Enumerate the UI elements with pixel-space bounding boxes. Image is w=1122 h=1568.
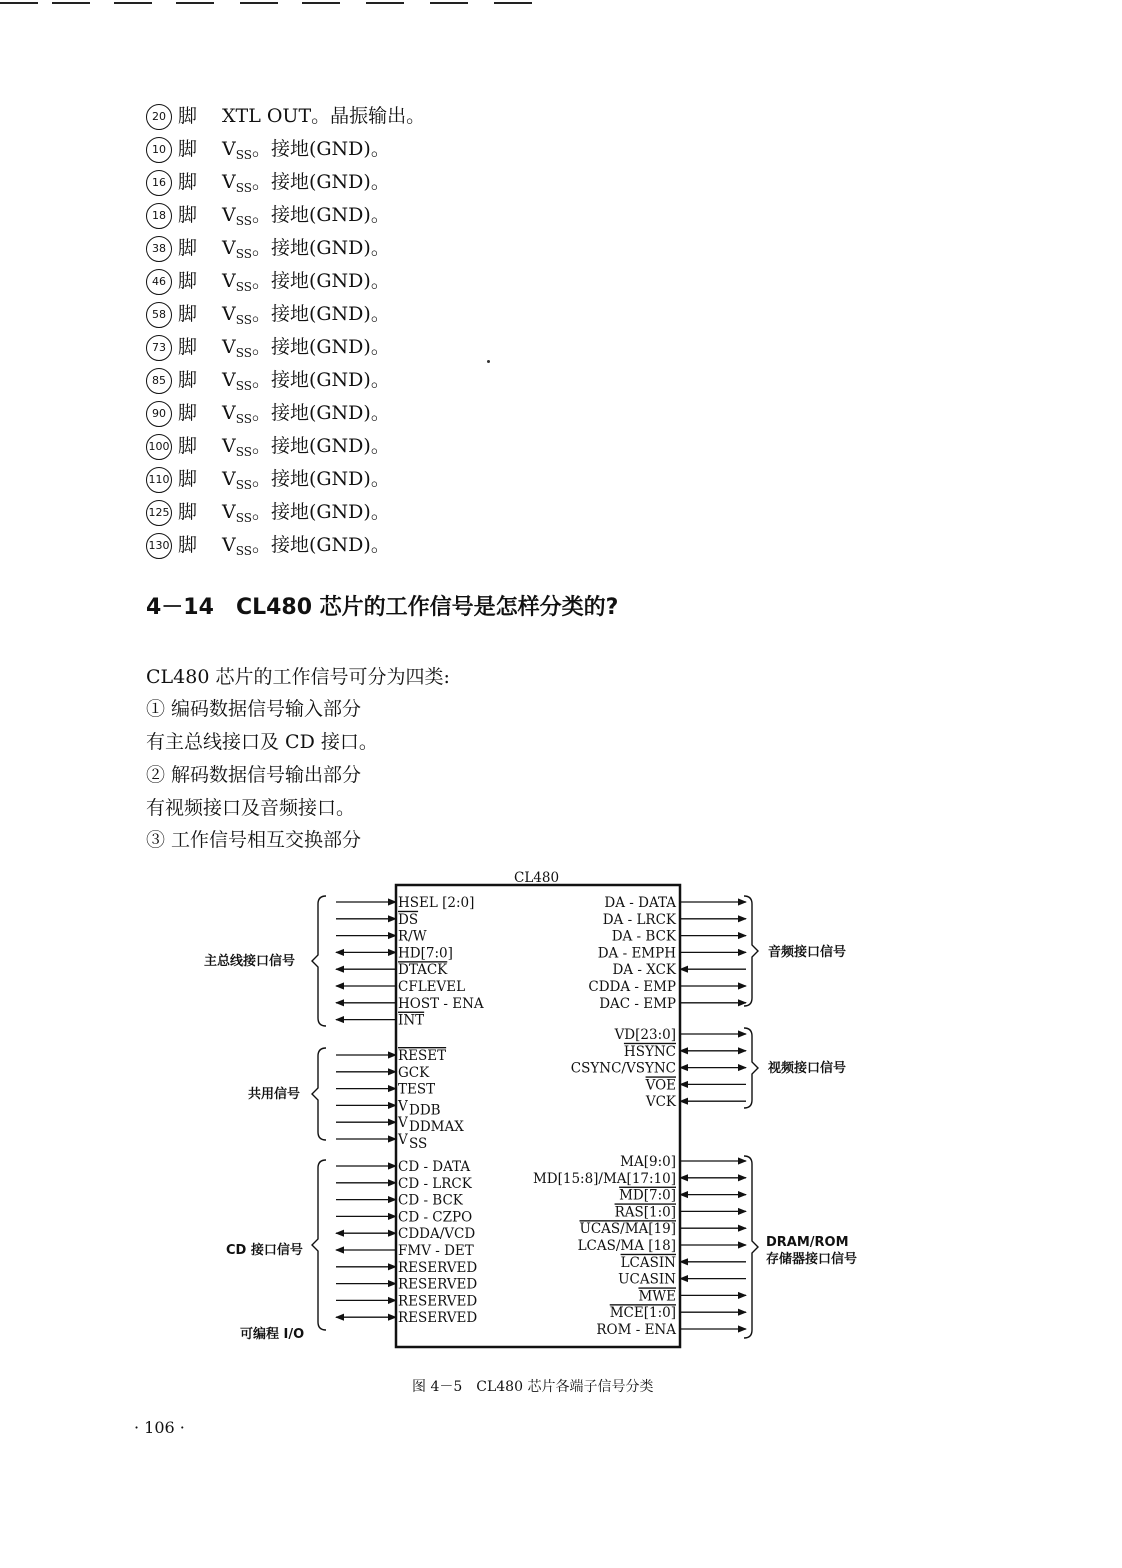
pin-label: 脚 — [178, 534, 198, 556]
section-heading: CL480 芯片的工作信号是怎样分类的? — [235, 595, 619, 620]
left-pin-label: GCK — [398, 1064, 430, 1081]
cl480-pin-diagram — [190, 868, 910, 1368]
pin-signal-subscript: SS — [235, 148, 252, 162]
left-pin-label: RESERVED — [398, 1310, 478, 1327]
pin-row — [146, 133, 425, 166]
figure-caption: 图 4－5 CL480 芯片各端子信号分类 — [412, 1379, 654, 1395]
right-pin-label: DA - XCK — [612, 962, 676, 979]
pin-signal-subscript: SS — [235, 478, 252, 492]
pin-label: 脚 — [178, 402, 198, 424]
pin-label: 脚 — [178, 138, 198, 160]
pin-signal-text: 。接地(GND)。 — [251, 237, 390, 259]
pin-row — [146, 166, 425, 199]
pin-signal-text: 。接地(GND)。 — [251, 303, 390, 325]
pin-signal-subscript: SS — [235, 544, 252, 558]
group-cd-label: CD 接口信号 — [226, 1243, 303, 1258]
pin-signal-subscript: SS — [235, 445, 252, 459]
pin-number-circle: 73 — [146, 335, 172, 361]
pin-label: 脚 — [178, 435, 198, 457]
pin-number-circle: 100 — [146, 434, 172, 460]
left-pin-label: RESERVED — [398, 1276, 478, 1293]
left-pin-label: CD - DATA — [398, 1159, 471, 1175]
item-1-text: 有主总线接口及 CD 接口。 — [146, 731, 378, 753]
pin-signal-text: 。接地(GND)。 — [251, 336, 390, 358]
pin-signal-v: V — [222, 270, 236, 292]
left-pin-label: RESET — [398, 1048, 447, 1064]
pin-signal-text: 。接地(GND)。 — [251, 204, 390, 226]
left-pin-label: FMV - DET — [398, 1243, 474, 1259]
pin-row — [146, 100, 425, 133]
pin-signal-text: 。接地(GND)。 — [251, 402, 390, 424]
pin-signal-v: V — [222, 468, 236, 490]
left-pin-label: V — [398, 1115, 408, 1132]
left-pin-label: V — [398, 1132, 408, 1148]
pin-signal-text: 。接地(GND)。 — [251, 138, 390, 160]
pin-row — [146, 298, 425, 331]
brace-common — [312, 1048, 326, 1140]
left-pin-label: V — [398, 1098, 408, 1115]
pin-signal-v: V — [222, 204, 236, 226]
group-video-label: 视频接口信号 — [768, 1061, 847, 1076]
pin-signal-v: V — [222, 138, 236, 160]
group-programmable-io-label: 可编程 I/O — [240, 1327, 305, 1342]
left-pin-label: CDDA/VCD — [398, 1226, 476, 1243]
pin-signal-v: V — [222, 171, 236, 193]
chip-name: CL480 — [514, 870, 560, 886]
left-pin-label: DTACK — [398, 962, 448, 979]
right-pin-label: VD[23:0] — [614, 1027, 676, 1043]
left-pin-label: RESERVED — [398, 1259, 478, 1276]
page-number: · 106 · — [134, 1418, 185, 1437]
pin-row — [146, 364, 425, 397]
pin-signal-subscript: SS — [235, 346, 252, 360]
pin-signal-text: 。接地(GND)。 — [251, 501, 390, 523]
group-audio-label: 音频接口信号 — [768, 945, 847, 960]
right-pin-label: VOE — [645, 1077, 676, 1094]
right-pin-label: MA[9:0] — [620, 1154, 676, 1170]
right-pin-label: RAS[1:0] — [614, 1204, 676, 1221]
pin-row — [146, 529, 425, 562]
group-dram-label-1: DRAM/ROM — [766, 1235, 849, 1250]
item-1-heading: ① 编码数据信号输入部分 — [146, 698, 362, 720]
pin-label: 脚 — [178, 171, 198, 193]
section-number: 4－14 — [146, 595, 214, 620]
right-pin-label: MCE[1:0] — [609, 1305, 676, 1322]
pin-number-circle: 58 — [146, 302, 172, 328]
scan-speck — [487, 360, 490, 363]
left-pin-label: CD - BCK — [398, 1192, 463, 1209]
group-dram-label-2: 存储器接口信号 — [766, 1252, 858, 1267]
pin-signal-subscript: SS — [235, 247, 252, 261]
right-pin-label: DA - DATA — [604, 895, 676, 911]
pin-signal-subscript: SS — [235, 181, 252, 195]
right-pin-label: DA - BCK — [611, 928, 676, 945]
pin-row — [146, 397, 425, 430]
pin-label: 脚 — [178, 501, 198, 523]
pin-label: 脚 — [178, 270, 198, 292]
pin-signal-text: 。接地(GND)。 — [251, 171, 390, 193]
right-pin-label: UCASIN — [618, 1271, 676, 1288]
left-pin-subscript: DDB — [409, 1102, 441, 1119]
pin-signal — [222, 529, 390, 568]
pin-number-circle: 38 — [146, 236, 172, 262]
item-2-text: 有视频接口及音频接口。 — [146, 797, 356, 819]
pin-signal-v: V — [222, 402, 236, 424]
item-2-heading: ② 解码数据信号输出部分 — [146, 764, 362, 786]
left-pin-label: HSEL [2:0] — [398, 895, 475, 911]
pin-signal-text: 。接地(GND)。 — [251, 369, 390, 391]
right-pin-label: LCASIN — [620, 1254, 676, 1271]
right-pin-label: UCAS/MA[19] — [579, 1221, 676, 1238]
pin-label: 脚 — [178, 204, 198, 226]
left-pin-label: INT — [398, 1012, 425, 1029]
pin-number-circle: 125 — [146, 500, 172, 526]
pin-row — [146, 430, 425, 463]
left-pin-label: CD - CZPO — [398, 1209, 473, 1226]
pin-signal-subscript: SS — [235, 412, 252, 426]
pin-signal-text: 。接地(GND)。 — [251, 468, 390, 490]
top-dash-rule — [0, 0, 1122, 8]
pin-signal-subscript: SS — [235, 379, 252, 393]
pin-signal-subscript: SS — [235, 511, 252, 525]
left-pin-subscript: DDMAX — [409, 1119, 464, 1136]
brace-cd — [312, 1160, 326, 1330]
left-pin-label: RESERVED — [398, 1293, 478, 1310]
pin-number-circle: 16 — [146, 170, 172, 196]
left-pin-label: TEST — [398, 1081, 436, 1098]
left-pin-label: R/W — [398, 928, 427, 945]
pin-number-circle: 46 — [146, 269, 172, 295]
pin-signal-v: V — [222, 303, 236, 325]
pin-signal-v: V — [222, 534, 236, 556]
pin-number-circle: 130 — [146, 533, 172, 559]
pin-signal-subscript: SS — [235, 313, 252, 327]
right-pin-label: MD[15:8]/MA[17:10] — [532, 1170, 676, 1187]
pin-label: 脚 — [178, 369, 198, 391]
pin-signal-text: 。接地(GND)。 — [251, 270, 390, 292]
left-pin-subscript: SS — [409, 1136, 428, 1152]
right-pin-label: HSYNC — [623, 1043, 676, 1060]
pin-signal-text: XTL OUT。晶振输出。 — [222, 105, 426, 127]
right-pin-label: MD[7:0] — [619, 1187, 676, 1204]
pin-number-circle: 18 — [146, 203, 172, 229]
pin-signal-text: 。接地(GND)。 — [251, 534, 390, 556]
right-pin-label: CSYNC/VSYNC — [570, 1060, 676, 1077]
pin-row — [146, 496, 425, 529]
left-pin-label: HD[7:0] — [398, 945, 453, 962]
pin-number-circle: 85 — [146, 368, 172, 394]
intro-paragraph: CL480 芯片的工作信号可分为四类: — [146, 666, 450, 688]
pin-number-circle: 110 — [146, 467, 172, 493]
pin-number-circle: 90 — [146, 401, 172, 427]
pin-label: 脚 — [178, 336, 198, 358]
left-pin-label: CFLEVEL — [398, 979, 466, 995]
pin-signal-subscript: SS — [235, 280, 252, 294]
pin-row — [146, 199, 425, 232]
pin-row — [146, 265, 425, 298]
pin-number-circle: 20 — [146, 104, 172, 130]
pin-signal-text: 。接地(GND)。 — [251, 435, 390, 457]
right-pin-label: MWE — [638, 1288, 676, 1305]
right-pin-label: DA - LRCK — [602, 911, 676, 928]
pin-row — [146, 463, 425, 496]
item-3-heading: ③ 工作信号相互交换部分 — [146, 829, 362, 851]
brace-audio — [744, 896, 758, 1006]
pin-list — [146, 100, 425, 562]
pin-signal-v: V — [222, 369, 236, 391]
right-pin-label: ROM - ENA — [596, 1322, 676, 1338]
brace-host-bus — [312, 896, 326, 1026]
pin-label: 脚 — [178, 237, 198, 259]
brace-video — [744, 1028, 758, 1108]
right-pin-label: VCK — [645, 1094, 676, 1111]
left-pin-label: HOST - ENA — [398, 995, 484, 1012]
left-pin-label: CD - LRCK — [398, 1175, 472, 1192]
pin-number-circle: 10 — [146, 137, 172, 163]
brace-dram — [744, 1156, 758, 1338]
group-common-label: 共用信号 — [248, 1087, 301, 1102]
right-pin-label: DA - EMPH — [597, 945, 676, 962]
pin-label: 脚 — [178, 468, 198, 490]
pin-row — [146, 232, 425, 265]
right-pin-label: CDDA - EMP — [588, 979, 676, 995]
right-pin-label: LCAS/MA [18] — [577, 1238, 676, 1254]
pin-label: 脚 — [178, 303, 198, 325]
left-pin-label: DS — [398, 911, 419, 928]
section-title — [146, 590, 618, 621]
pin-signal-v: V — [222, 501, 236, 523]
pin-row — [146, 331, 425, 364]
group-host-bus-label: 主总线接口信号 — [204, 954, 296, 969]
pin-signal-subscript: SS — [235, 214, 252, 228]
right-pin-label: DAC - EMP — [599, 995, 676, 1012]
pin-signal-v: V — [222, 435, 236, 457]
pin-signal-v: V — [222, 336, 236, 358]
pin-label: 脚 — [178, 105, 198, 127]
pin-signal-v: V — [222, 237, 236, 259]
